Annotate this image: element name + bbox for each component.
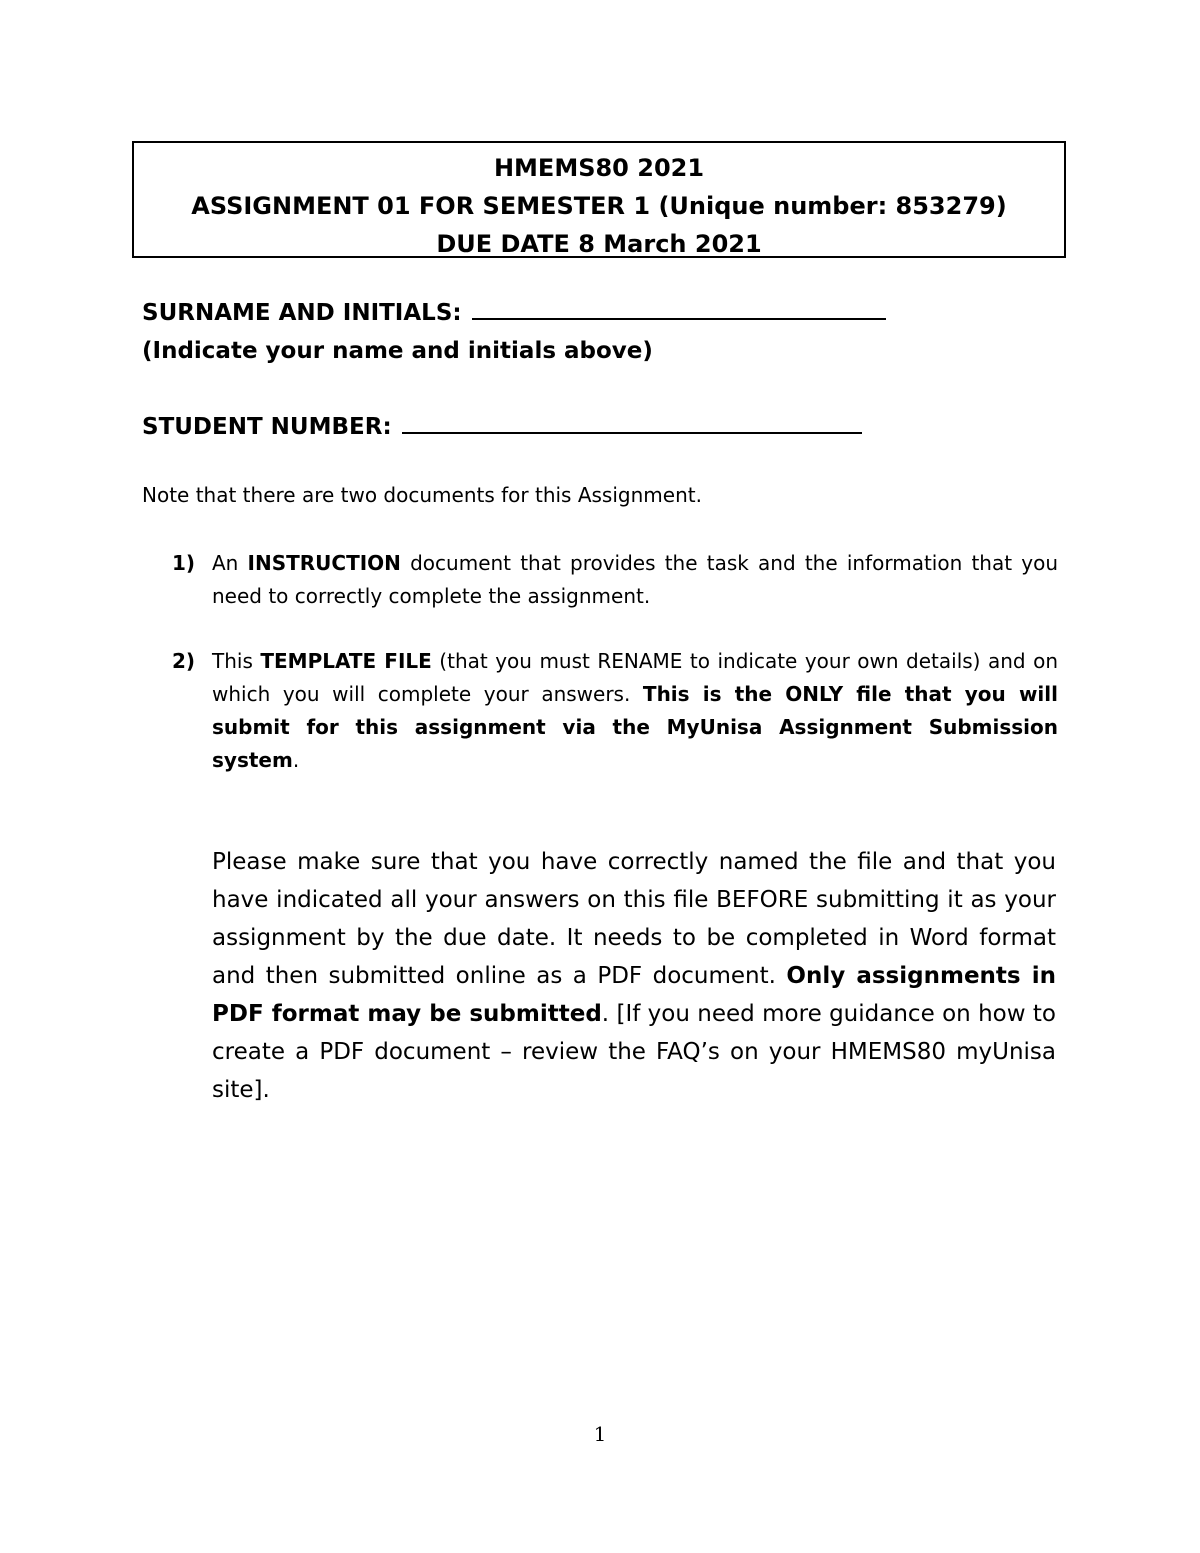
instruction-emphasis: INSTRUCTION [247,551,401,575]
surname-field-row [142,300,886,326]
template-file-emphasis: TEMPLATE FILE [260,649,432,673]
list-item-number: 2) [172,649,196,673]
page-number: 1 [593,1422,607,1446]
list-item [172,645,1058,777]
due-date: DUE DATE 8 March 2021 [436,230,762,258]
submission-guidance-paragraph: Please make sure that you have correctly named the file and that you have indicated all your answers on this file BEFORE submitting it as your assignment by the due date. It needs to be completed in Word format and then submitted online as a PDF document. Only assignments in PDF format may be submitted. [If you need more guidance on how to create a PDF document – review the FAQ’s on your HMEMS80 myUnisa site]. [212,849,1056,1103]
list-item [172,547,1058,613]
assignment-title: ASSIGNMENT 01 FOR SEMESTER 1 (Unique number: 853279) [191,192,1007,220]
pdf-only-emphasis: Only assignments in PDF format may be submitted [212,963,1056,1027]
course-code-year: HMEMS80 2021 [493,154,705,182]
title-box [132,141,1066,258]
surname-hint: (Indicate your name and initials above) [142,338,653,364]
student-number-blank-line [402,414,862,434]
surname-label: SURNAME AND INITIALS: [142,300,462,326]
only-file-emphasis: This is the ONLY file that you will submit for this assignment via the MyUnisa Assignment Submission system [212,682,1058,772]
student-number-field-row [142,414,862,440]
list-item-body: This TEMPLATE FILE (that you must RENAME to indicate your own details) and on which you will complete your answers. This is the ONLY file that you will submit for this assignment via the MyUnisa Assignment Submission system. [212,649,1059,772]
student-number-label: STUDENT NUMBER: [142,414,392,440]
note-text: Note that there are two documents for this Assignment. [142,483,702,507]
surname-blank-line [472,300,886,320]
list-item-body: An INSTRUCTION document that provides the task and the information that you need to correctly complete the assignment. [212,551,1058,608]
list-item-number: 1) [172,551,196,575]
